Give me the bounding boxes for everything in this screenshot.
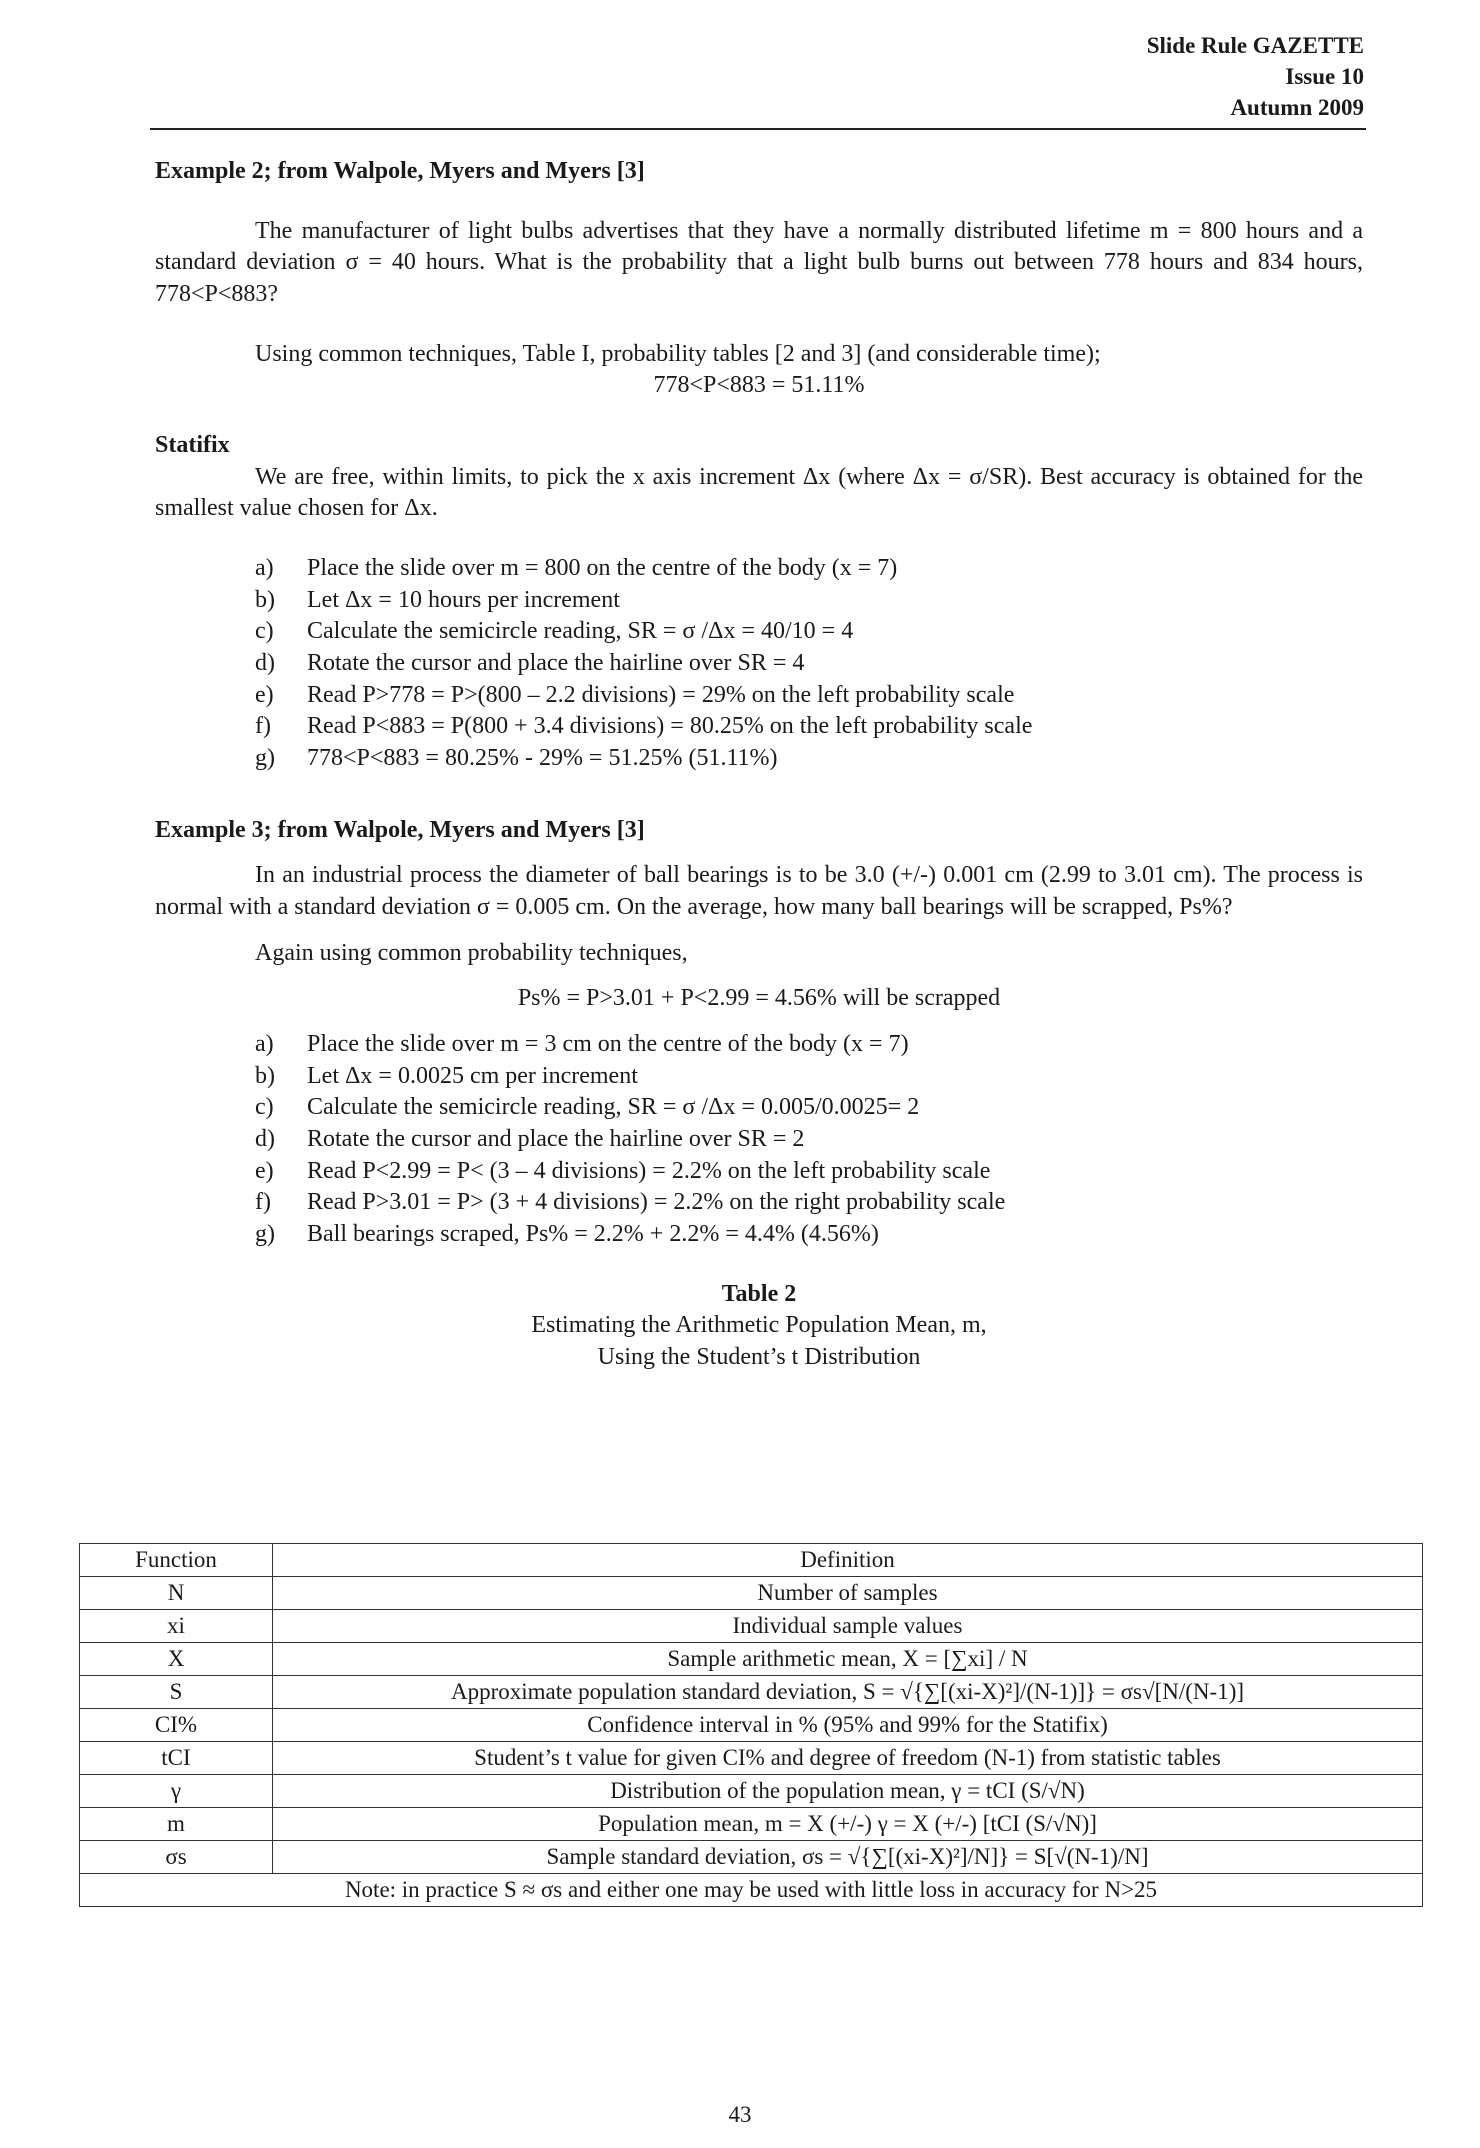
example3-heading: Example 3; from Walpole, Myers and Myers [3] bbox=[155, 816, 645, 843]
header-issue: Issue 10 bbox=[1285, 64, 1364, 90]
column-header-definition: Definition bbox=[273, 1544, 1423, 1577]
table-row: X Sample arithmetic mean, X = [∑xi] / N bbox=[80, 1643, 1423, 1676]
header-rule bbox=[150, 128, 1366, 130]
table2-title: Table 2 bbox=[721, 1280, 797, 1307]
list-item: g) Ball bearings scraped, Ps% = 2.2% + 2.2% = 4.4% (4.56%) bbox=[255, 1221, 879, 1248]
table-row: tCI Student’s t value for given CI% and degree of freedom (N-1) from statistic tables bbox=[80, 1742, 1423, 1775]
list-item: c) Calculate the semicircle reading, SR = σ /Δx = 0.005/0.0025= 2 bbox=[255, 1094, 920, 1121]
table-row: S Approximate population standard deviation, S = √{∑[(xi-X)²]/(N-1)]} = σs√[N/(N-1)] bbox=[80, 1676, 1423, 1709]
header-title: Slide Rule GAZETTE bbox=[1146, 33, 1364, 58]
article-body bbox=[155, 156, 1363, 1374]
table-note: Note: in practice S ≈ σs and either one may be used with little loss in accuracy for N>25 bbox=[80, 1874, 1423, 1907]
page-number: 43 bbox=[728, 2102, 752, 2127]
table-row: m Population mean, m = X (+/-) γ = X (+/-) [tCI (S/√N)] bbox=[80, 1808, 1423, 1841]
example2-heading: Example 2; from Walpole, Myers and Myers [3] bbox=[155, 158, 645, 184]
column-header-function: Function bbox=[80, 1544, 273, 1577]
table-row: N Number of samples bbox=[80, 1577, 1423, 1610]
list-item: b) Let Δx = 0.0025 cm per increment bbox=[255, 1062, 638, 1089]
table-header-row bbox=[80, 1544, 1423, 1577]
list-item: d) Rotate the cursor and place the hairline over SR = 4 bbox=[255, 650, 805, 677]
statifix-heading: Statifix bbox=[155, 432, 230, 459]
table2-subtitle-2: Using the Student’s t Distribution bbox=[597, 1344, 921, 1371]
example2-result: 778<P<883 = 51.11% bbox=[653, 372, 865, 399]
table-row: σs Sample standard deviation, σs = √{∑[(xi-X)²]/N]} = S[√(N-1)/N] bbox=[80, 1841, 1423, 1874]
list-item: e) Read P>778 = P>(800 – 2.2 divisions) = 29% on the left probability scale bbox=[255, 681, 1015, 708]
header-season: Autumn 2009 bbox=[1230, 95, 1364, 121]
table2-subtitle-1: Estimating the Arithmetic Population Mean, m, bbox=[531, 1312, 987, 1339]
example2-paragraph: The manufacturer of light bulbs advertises that they have a normally distributed lifetime m = 800 hours and a standard deviation σ = 40 hours. What is the probability that a light bulb burns out between 778 hours and 834 hours, 778<P<883? bbox=[155, 217, 1363, 308]
definitions-table bbox=[79, 1543, 1423, 1907]
table-row: γ Distribution of the population mean, γ = tCI (S/√N) bbox=[80, 1775, 1423, 1808]
example3-steps bbox=[155, 1029, 1363, 1251]
list-item: a) Place the slide over m = 800 on the centre of the body (x = 7) bbox=[255, 555, 898, 582]
statifix-paragraph: We are free, within limits, to pick the x axis increment Δx (where Δx = σ/SR). Best accuracy is obtained for the smallest value chosen for Δx. bbox=[155, 463, 1363, 522]
statifix-steps bbox=[155, 553, 1363, 775]
table-row: xi Individual sample values bbox=[80, 1610, 1423, 1643]
gazette-header bbox=[1147, 30, 1364, 123]
list-item: g) 778<P<883 = 80.25% - 29% = 51.25% (51.11%) bbox=[255, 745, 778, 772]
list-item: d) Rotate the cursor and place the hairline over SR = 2 bbox=[255, 1126, 805, 1153]
list-item: f) Read P<883 = P(800 + 3.4 divisions) = 80.25% on the left probability scale bbox=[255, 713, 1033, 740]
list-item: c) Calculate the semicircle reading, SR = σ /Δx = 40/10 = 4 bbox=[255, 618, 854, 645]
list-item: b) Let Δx = 10 hours per increment bbox=[255, 586, 620, 613]
table-row: CI% Confidence interval in % (95% and 99% for the Statifix) bbox=[80, 1709, 1423, 1742]
table2-caption bbox=[155, 1279, 1363, 1374]
example3-paragraph: In an industrial process the diameter of ball bearings is to be 3.0 (+/-) 0.001 cm (2.99 to 3.01 cm). The process is normal with a standard deviation σ = 0.005 cm. On the average, how many ball bearings will be scrapped, Ps%? bbox=[155, 862, 1363, 921]
example3-method: Again using common probability techniques, bbox=[255, 939, 688, 966]
example3-result: Ps% = P>3.01 + P<2.99 = 4.56% will be scrapped bbox=[517, 985, 1001, 1012]
list-item: a) Place the slide over m = 3 cm on the centre of the body (x = 7) bbox=[255, 1031, 909, 1058]
list-item: e) Read P<2.99 = P< (3 – 4 divisions) = 2.2% on the left probability scale bbox=[255, 1157, 991, 1184]
list-item: f) Read P>3.01 = P> (3 + 4 divisions) = 2.2% on the right probability scale bbox=[255, 1189, 1006, 1216]
table-note-row bbox=[80, 1874, 1423, 1907]
example2-method: Using common techniques, Table I, probability tables [2 and 3] (and considerable time); bbox=[255, 340, 1101, 367]
